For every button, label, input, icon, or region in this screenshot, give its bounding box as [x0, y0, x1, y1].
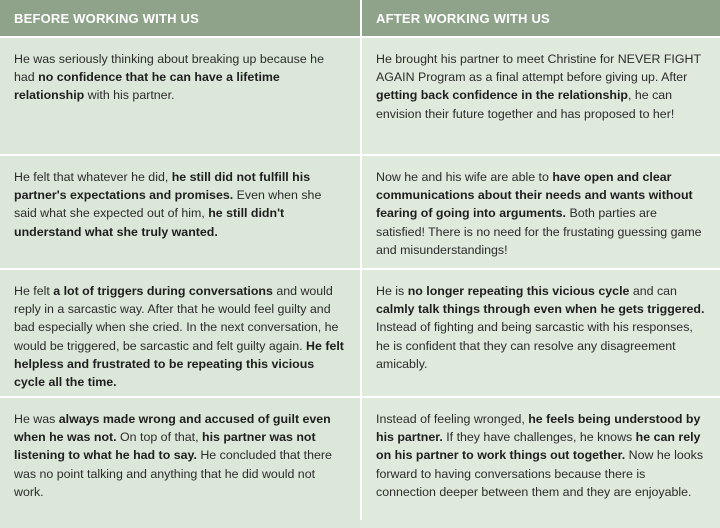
text-run: Now he looks forward to having conversations because there is connection deeper between them and they are enjoyable.: [376, 448, 704, 499]
text-run: He felt: [14, 284, 54, 298]
text-run: and would reply in a sarcastic way. After that he would feel guilty and bad especially when she cried. In the next conversation, he would be triggered, be sarcastic and felt guilty again.: [14, 284, 339, 353]
bold-text: calmly talk things through even when he gets triggered.: [376, 302, 705, 317]
bold-text: he can rely on his partner to work things out together.: [376, 430, 701, 463]
text-run: Now he and his wife are able to: [376, 170, 553, 184]
text-run: He was: [14, 412, 59, 426]
row-4-after: [362, 398, 720, 528]
text-run: with his partner.: [84, 88, 175, 103]
text-run: He is: [376, 284, 408, 298]
bold-text: his partner was not listening to what he had to say.: [14, 430, 316, 463]
bold-text: no longer repeating this vicious cycle: [407, 284, 630, 298]
row-2-after: [362, 156, 720, 268]
text-run: Even when she said what she expected out of him,: [14, 188, 322, 221]
text-run: If they have challenges, he knows: [442, 430, 636, 445]
bold-text: he feels being understood by his partner.: [376, 412, 701, 445]
text-run: Both parties are satisfied! There is no need for the frustating guessing game and misunderstandings!: [376, 206, 702, 257]
bold-text: He felt helpless and frustrated to be repeating this vicious cycle all the time.: [14, 338, 344, 390]
text-run: and can: [629, 284, 677, 298]
header-after: AFTER WORKING WITH US: [362, 0, 720, 36]
row-2-before: [0, 156, 360, 268]
bold-text: he still did not fulfill his partner's expectations and promises.: [14, 170, 311, 203]
text-run: Instead of feeling wronged,: [376, 412, 529, 426]
text-run: He brought his partner to meet Christine for NEVER FIGHT AGAIN Program as a final attempt before giving up. After: [376, 52, 701, 85]
bold-text: he still didn't understand what she truly wanted.: [14, 206, 285, 239]
text-run: He concluded that there was no point talking and anything that he did would not work.: [14, 448, 332, 499]
header-before: BEFORE WORKING WITH US: [0, 0, 360, 36]
bold-text: a lot of triggers during conversations: [53, 284, 273, 298]
text-run: Instead of fighting and being sarcastic with his responses, he is confident that they can resolve any disagreement amicably.: [376, 320, 693, 371]
bold-text: getting back confidence in the relationship: [376, 88, 628, 103]
bold-text: have open and clear communications about their needs and wants without fearing of going into arguments.: [376, 170, 693, 221]
text-run: He was seriously thinking about breaking up because he had: [14, 52, 324, 85]
row-4-before: [0, 398, 360, 528]
text-run: , he can envision their future together and has proposed to her!: [376, 88, 675, 121]
text-run: On top of that,: [116, 430, 203, 445]
row-1-after: [362, 38, 720, 154]
text-run: He felt that whatever he did,: [14, 170, 172, 184]
row-1-before: [0, 38, 360, 154]
row-3-after: [362, 270, 720, 396]
bold-text: no confidence that he can have a lifetime relationship: [14, 70, 280, 103]
bold-text: always made wrong and accused of guilt even when he was not.: [14, 412, 331, 445]
row-3-before: [0, 270, 360, 396]
